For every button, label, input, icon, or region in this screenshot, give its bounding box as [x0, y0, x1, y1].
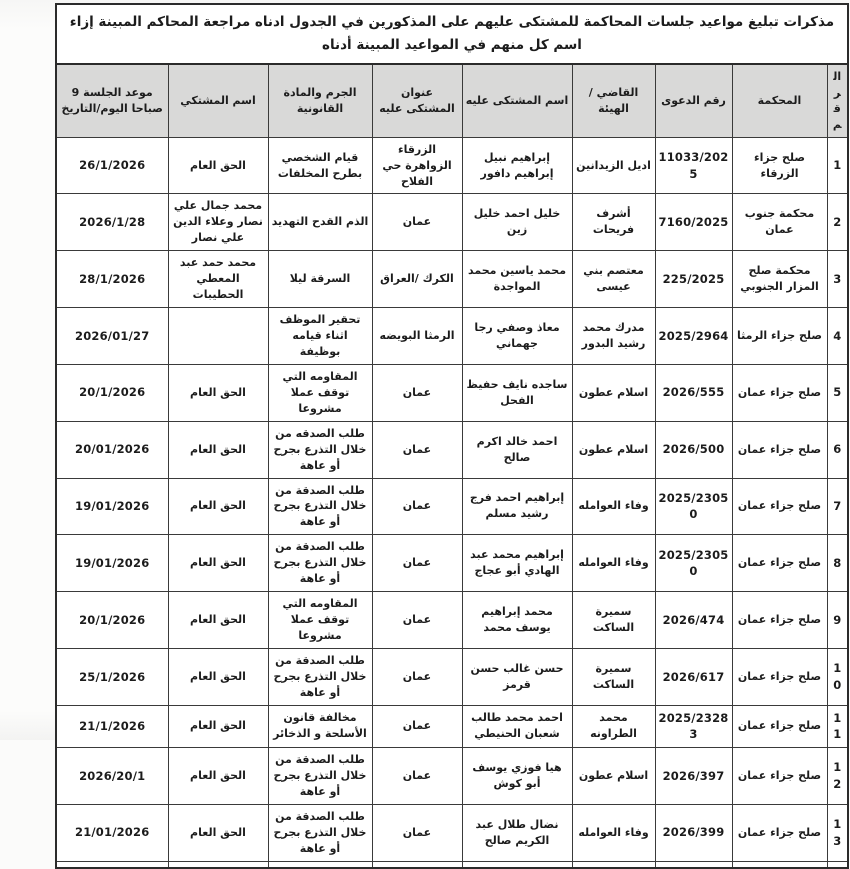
table-cell: المقاومه التي توقف عملا مشروعا — [268, 364, 372, 421]
table-cell: الحق العام — [168, 478, 268, 535]
table-cell — [655, 861, 732, 868]
table-cell: صلح جزاء عمان — [732, 478, 827, 535]
row-number: 4 — [827, 308, 848, 365]
table-cell: سميرة الساكت — [572, 648, 655, 705]
table-cell: 2026/555 — [655, 364, 732, 421]
table-cell: 11033/2025 — [655, 137, 732, 194]
column-header: رقم الدعوى — [655, 64, 732, 137]
table-cell: ساجده نايف حفيظ الفحل — [462, 364, 572, 421]
table-cell: اديل الزيدانين — [572, 137, 655, 194]
table-cell: 2025/2964 — [655, 308, 732, 365]
table-cell: اسلام عطون — [572, 748, 655, 805]
table-row — [56, 535, 848, 592]
column-header: الرقم — [827, 64, 848, 137]
table-cell: عمان — [372, 421, 462, 478]
column-header: اسم المشتكي — [168, 64, 268, 137]
table-cell: مخالفة قانون الأسلحة و الذخائر — [268, 705, 372, 747]
table-cell: 2026/20/1 — [56, 748, 168, 805]
table-cell: أشرف فريحات — [572, 194, 655, 251]
table-cell: عمان — [372, 648, 462, 705]
table-cell: 21/01/2026 — [56, 804, 168, 861]
table-cell: اسلام عطون — [572, 364, 655, 421]
table-cell: 19/01/2026 — [56, 478, 168, 535]
table-cell: تحقير الموظف اثناء قيامه بوظيفة — [268, 308, 372, 365]
row-number: 3 — [827, 251, 848, 308]
table-row — [56, 308, 848, 365]
column-header: اسم المشتكى عليه — [462, 64, 572, 137]
table-row — [56, 421, 848, 478]
row-number: 12 — [827, 748, 848, 805]
table-cell — [572, 861, 655, 868]
table-cell — [268, 861, 372, 868]
court-sessions-table — [55, 3, 849, 869]
table-cell: صلح جزاء عمان — [732, 804, 827, 861]
table-cell: 2025/23050 — [655, 535, 732, 592]
table-cell: مدرك محمد رشيد البدور — [572, 308, 655, 365]
table-cell — [168, 861, 268, 868]
table-cell: عمان — [372, 194, 462, 251]
table-cell: 225/2025 — [655, 251, 732, 308]
table-cell: محمد جمال علي نصار وعلاء الدين علي نصار — [168, 194, 268, 251]
table-cell: صلح جزاء عمان — [732, 364, 827, 421]
table-cell: الرمثا البويضه — [372, 308, 462, 365]
table-cell: 2026/500 — [655, 421, 732, 478]
table-cell: الكرك /العراق — [372, 251, 462, 308]
table-cell: صلح جزاء عمان — [732, 535, 827, 592]
table-cell: 2026/397 — [655, 748, 732, 805]
table-cell: 20/1/2026 — [56, 592, 168, 649]
table-cell: إبراهيم احمد فرج رشيد مسلم — [462, 478, 572, 535]
table-cell: طلب الصدقة من خلال التذرع بجرح أو عاهة — [268, 804, 372, 861]
table-cell: الحق العام — [168, 592, 268, 649]
table-cell: الحق العام — [168, 137, 268, 194]
column-header: موعد الجلسة 9 صباحا اليوم/التاريخ — [56, 64, 168, 137]
table-cell: طلب الصدقه من خلال التذرع بجرح أو عاهة — [268, 421, 372, 478]
table-cell: 19/01/2026 — [56, 535, 168, 592]
table-cell: الذم القدح التهديد — [268, 194, 372, 251]
table-cell: صلح جزاء عمان — [732, 592, 827, 649]
column-header: المحكمة — [732, 64, 827, 137]
table-cell: إبراهيم نبيل إبراهيم دافور — [462, 137, 572, 194]
table-cell — [732, 861, 827, 868]
table-cell: المقاومه التي توقف عملا مشروعا — [268, 592, 372, 649]
row-number: 1 — [827, 137, 848, 194]
table-cell: معاذ وصفي رجا جهماني — [462, 308, 572, 365]
table-cell: إبراهيم محمد عبد الهادي أبو عجاج — [462, 535, 572, 592]
table-row — [56, 251, 848, 308]
table-cell: 28/1/2026 — [56, 251, 168, 308]
table-cell — [827, 861, 848, 868]
table-cell: 25/1/2026 — [56, 648, 168, 705]
table-cell: اسلام عطون — [572, 421, 655, 478]
table-cell: عمان — [372, 592, 462, 649]
table-cell: 2026/617 — [655, 648, 732, 705]
table-cell: عمان — [372, 804, 462, 861]
table-body — [56, 137, 848, 868]
column-header: الجرم والمادة القانونية — [268, 64, 372, 137]
row-number: 9 — [827, 592, 848, 649]
table-cell: احمد خالد اكرم صالح — [462, 421, 572, 478]
table-cell — [168, 308, 268, 365]
table-cell: 2025/23050 — [655, 478, 732, 535]
table-cell — [372, 861, 462, 868]
table-cell — [56, 861, 168, 868]
table-cell: 2026/474 — [655, 592, 732, 649]
table-cell: عمان — [372, 705, 462, 747]
table-cell: طلب الصدقة من خلال التذرع بجرح أو عاهة — [268, 535, 372, 592]
table-cell: محكمة جنوب عمان — [732, 194, 827, 251]
table-cell: الحق العام — [168, 705, 268, 747]
table-cell: الحق العام — [168, 648, 268, 705]
table-row — [56, 364, 848, 421]
table-header-row — [56, 64, 848, 137]
table-cell: صلح جزاء الزرقاء — [732, 137, 827, 194]
table-cell: حسن غالب حسن قرمز — [462, 648, 572, 705]
table-cell: 2026/1/28 — [56, 194, 168, 251]
table-row — [56, 194, 848, 251]
table-cell: 2026/399 — [655, 804, 732, 861]
table-cell: محمد الطراونه — [572, 705, 655, 747]
table-cell: صلح جزاء عمان — [732, 648, 827, 705]
table-row — [56, 705, 848, 747]
table-cell: وفاء العوامله — [572, 804, 655, 861]
table-cell: خليل احمد خليل زين — [462, 194, 572, 251]
table-cell: الحق العام — [168, 421, 268, 478]
table-cell: محمد ياسين محمد المواجدة — [462, 251, 572, 308]
table-cell: سميرة الساكت — [572, 592, 655, 649]
table-cell: طلب الصدقة من خلال التذرع بجرح أو عاهة — [268, 648, 372, 705]
row-number: 7 — [827, 478, 848, 535]
table-cell: محمد إبراهيم يوسف محمد — [462, 592, 572, 649]
row-number: 11 — [827, 705, 848, 747]
row-number: 13 — [827, 804, 848, 861]
table-cell: 20/1/2026 — [56, 364, 168, 421]
table-cell: وفاء العوامله — [572, 535, 655, 592]
column-header: القاضي / الهيئة — [572, 64, 655, 137]
row-number: 10 — [827, 648, 848, 705]
partial-next-row — [56, 861, 848, 868]
table-row — [56, 478, 848, 535]
table-cell: محكمة صلح المزار الجنوبي — [732, 251, 827, 308]
table-cell: الزرقاء الزواهرة حي الفلاح — [372, 137, 462, 194]
table-cell: احمد محمد طالب شعبان الحنيطي — [462, 705, 572, 747]
table-row — [56, 137, 848, 194]
table-row — [56, 648, 848, 705]
table-cell: طلب الصدقة من خلال التذرع بجرح أو عاهة — [268, 748, 372, 805]
table-cell: عمان — [372, 364, 462, 421]
document-title: مذكرات تبليغ مواعيد جلسات المحاكمة للمشتكى عليهم على المذكورين في الجدول ادناه مراجعة المحاكم المبينة إزاء اسم كل منهم في المواعيد المبينة أدناه — [56, 4, 848, 64]
table-cell: 7160/2025 — [655, 194, 732, 251]
table-cell: صلح جزاء عمان — [732, 748, 827, 805]
row-number: 6 — [827, 421, 848, 478]
document-title-row — [56, 4, 848, 64]
table-row — [56, 592, 848, 649]
table-cell: قيام الشخصي بطرح المخلفات — [268, 137, 372, 194]
table-cell: عمان — [372, 478, 462, 535]
table-cell: الحق العام — [168, 364, 268, 421]
table-cell: 21/1/2026 — [56, 705, 168, 747]
table-cell: 2025/23283 — [655, 705, 732, 747]
table-row — [56, 804, 848, 861]
table-cell: طلب الصدقة من خلال التذرع بجرح أو عاهة — [268, 478, 372, 535]
table-row — [56, 748, 848, 805]
table-cell: عمان — [372, 748, 462, 805]
table-cell: صلح جزاء الرمثا — [732, 308, 827, 365]
row-number: 5 — [827, 364, 848, 421]
table-cell: وفاء العوامله — [572, 478, 655, 535]
table-cell: 2026/01/27 — [56, 308, 168, 365]
table-cell: هيا فوزي يوسف أبو كوش — [462, 748, 572, 805]
table-cell: نضال طلال عبد الكريم صالح — [462, 804, 572, 861]
table-cell: معتصم بني عيسى — [572, 251, 655, 308]
table-cell: 20/01/2026 — [56, 421, 168, 478]
table-cell: 26/1/2026 — [56, 137, 168, 194]
table-cell: الحق العام — [168, 748, 268, 805]
table-cell: عمان — [372, 535, 462, 592]
row-number: 8 — [827, 535, 848, 592]
table-cell: صلح جزاء عمان — [732, 705, 827, 747]
table-cell: محمد حمد عبد المعطي الحطيبات — [168, 251, 268, 308]
table-cell — [462, 861, 572, 868]
table-cell: السرقة ليلا — [268, 251, 372, 308]
row-number: 2 — [827, 194, 848, 251]
table-cell: الحق العام — [168, 804, 268, 861]
table-cell: الحق العام — [168, 535, 268, 592]
column-header: عنوان المشتكى عليه — [372, 64, 462, 137]
table-cell: صلح جزاء عمان — [732, 421, 827, 478]
